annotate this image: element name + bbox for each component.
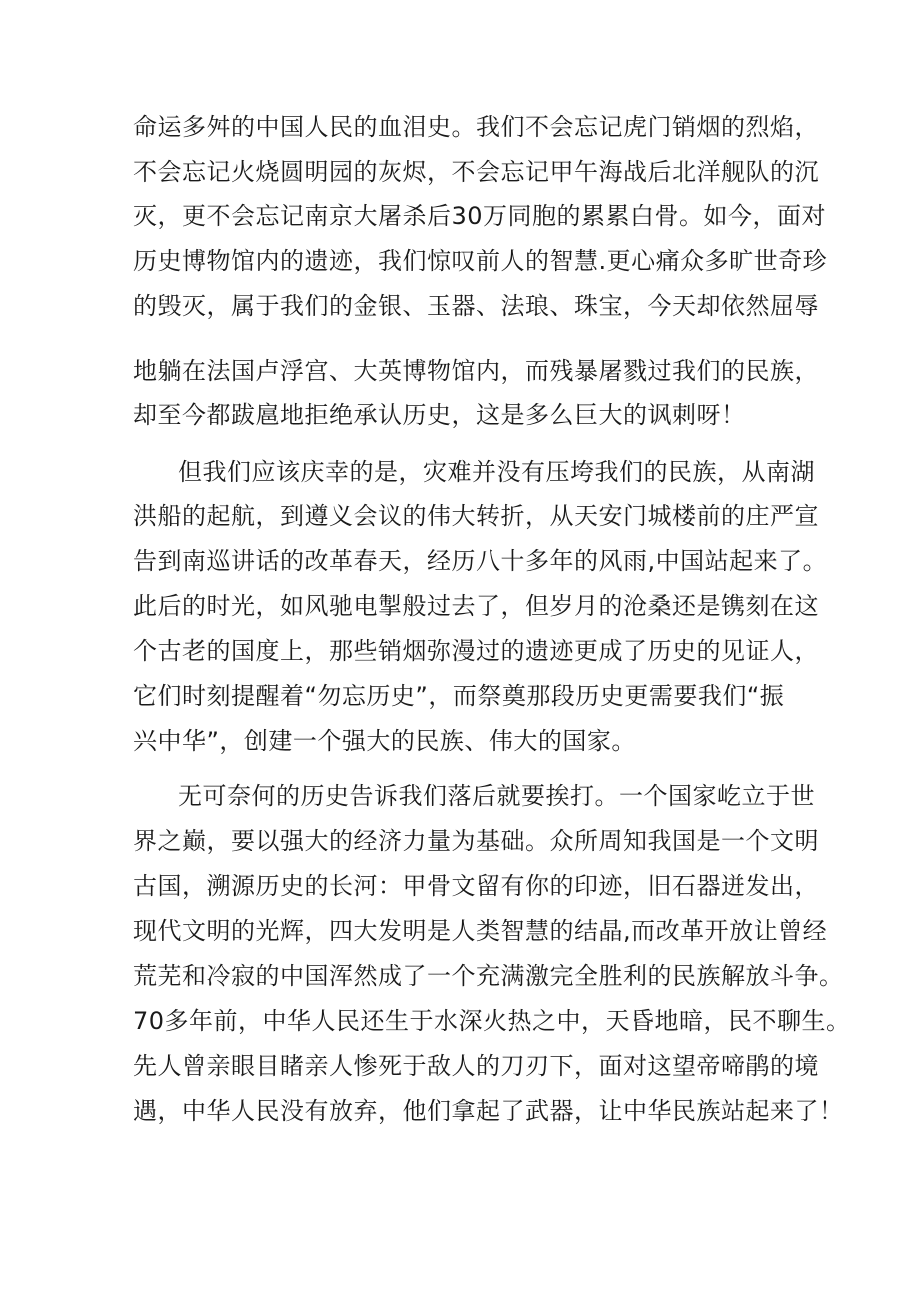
text-line-16: 界之巅，要以强大的经济力量为基础。众所周知我国是一个文明 <box>133 827 819 855</box>
text-line-6: 地躺在法国卢浮宫、大英博物馆内，而残暴屠戮过我们的民族， <box>133 357 819 385</box>
text-line-14: 兴中华”，创建一个强大的民族、伟大的国家。 <box>133 727 636 755</box>
text-line-4: 历史博物馆内的遗迹，我们惊叹前人的智慧.更心痛众多旷世奇珍 <box>133 247 828 275</box>
text-line-1: 命运多舛的中国人民的血泪史。我们不会忘记虎门销烟的烈焰， <box>133 113 819 141</box>
text-line-7: 却至今都跋扈地拒绝承认历史，这是多么巨大的讽刺呀！ <box>133 401 746 429</box>
text-line-11: 此后的时光，如风驰电掣般过去了，但岁月的沧桑还是镌刻在这 <box>133 592 819 620</box>
text-line-12: 个古老的国度上，那些销烟弥漫过的遗迹更成了历史的见证人， <box>133 637 819 665</box>
text-line-10: 告到南巡讲话的改革春天，经历八十多年的风雨,中国站起来了。 <box>133 547 828 575</box>
text-line-3: 灭，更不会忘记南京大屠杀后30万同胞的累累白骨。如今，面对 <box>133 202 827 230</box>
text-line-18: 现代文明的光辉，四大发明是人类智慧的结晶,而改革开放让曾经 <box>133 917 828 945</box>
text-line-21: 先人曾亲眼目睹亲人惨死于敌人的刀刃下，面对这望帝啼鹃的境 <box>133 1052 819 1080</box>
text-line-2: 不会忘记火烧圆明园的灰烬，不会忘记甲午海战后北洋舰队的沉 <box>133 158 819 186</box>
text-line-13: 它们时刻提醒着“勿忘历史”，而祭奠那段历史更需要我们“振 <box>133 682 785 710</box>
text-line-20: 70多年前，中华人民还生于水深火热之中，天昏地暗，民不聊生。 <box>133 1007 851 1035</box>
text-line-5: 的毁灭，属于我们的金银、玉器、法琅、珠宝，今天却依然屈辱 <box>133 292 819 320</box>
text-line-19: 荒芜和冷寂的中国浑然成了一个充满激完全胜利的民族解放斗争。 <box>133 962 844 990</box>
text-line-17: 古国，溯源历史的长河：甲骨文留有你的印迹，旧石器迸发出， <box>133 872 819 900</box>
text-line-15: 无可奈何的历史告诉我们落后就要挨打。一个国家屹立于世 <box>178 782 815 810</box>
text-line-9: 洪船的起航，到遵义会议的伟大转折，从天安门城楼前的庄严宣 <box>133 502 819 530</box>
text-line-22: 遇，中华人民没有放弃，他们拿起了武器，让中华民族站起来了！ <box>133 1097 844 1125</box>
text-line-8: 但我们应该庆幸的是，灾难并没有压垮我们的民族，从南湖 <box>178 458 815 486</box>
